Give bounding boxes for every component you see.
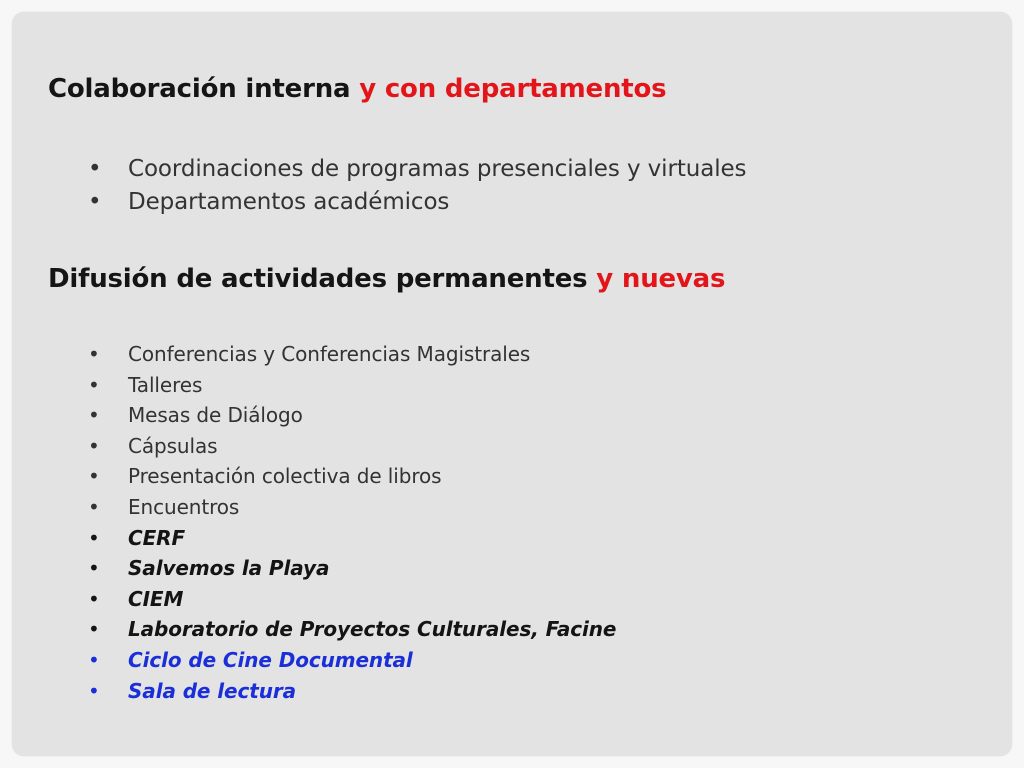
heading-colaboracion-main: Colaboración interna [48, 74, 351, 104]
difusion-list [88, 339, 616, 706]
list-item-ciem: • CIEM [88, 584, 616, 615]
list-item-sala-lectura: • Sala de lectura [88, 676, 616, 707]
heading-colaboracion-accent: y con departamentos [359, 74, 667, 104]
list-item: • Departamentos académicos [88, 186, 746, 219]
list-item: • Encuentros [88, 492, 616, 523]
heading-difusion-accent: y nuevas [596, 264, 726, 294]
list-item: • Talleres [88, 370, 616, 401]
list-item-salvemos-la-playa: • Salvemos la Playa [88, 553, 616, 584]
list-item-cerf: • CERF [88, 523, 616, 554]
list-item-laboratorio: • Laboratorio de Proyectos Culturales, Facine [88, 614, 616, 645]
heading-difusion-main: Difusión de actividades permanentes [48, 264, 588, 294]
list-item: • Coordinaciones de programas presenciales y virtuales [88, 153, 746, 186]
list-item: • Mesas de Diálogo [88, 400, 616, 431]
heading-colaboracion [48, 74, 666, 104]
list-item: • Presentación colectiva de libros [88, 461, 616, 492]
list-item: • Cápsulas [88, 431, 616, 462]
list-item-ciclo-cine: • Ciclo de Cine Documental [88, 645, 616, 676]
heading-difusion [48, 264, 725, 294]
colaboracion-list [88, 153, 746, 219]
list-item: • Conferencias y Conferencias Magistrales [88, 339, 616, 370]
slide [12, 12, 1012, 756]
